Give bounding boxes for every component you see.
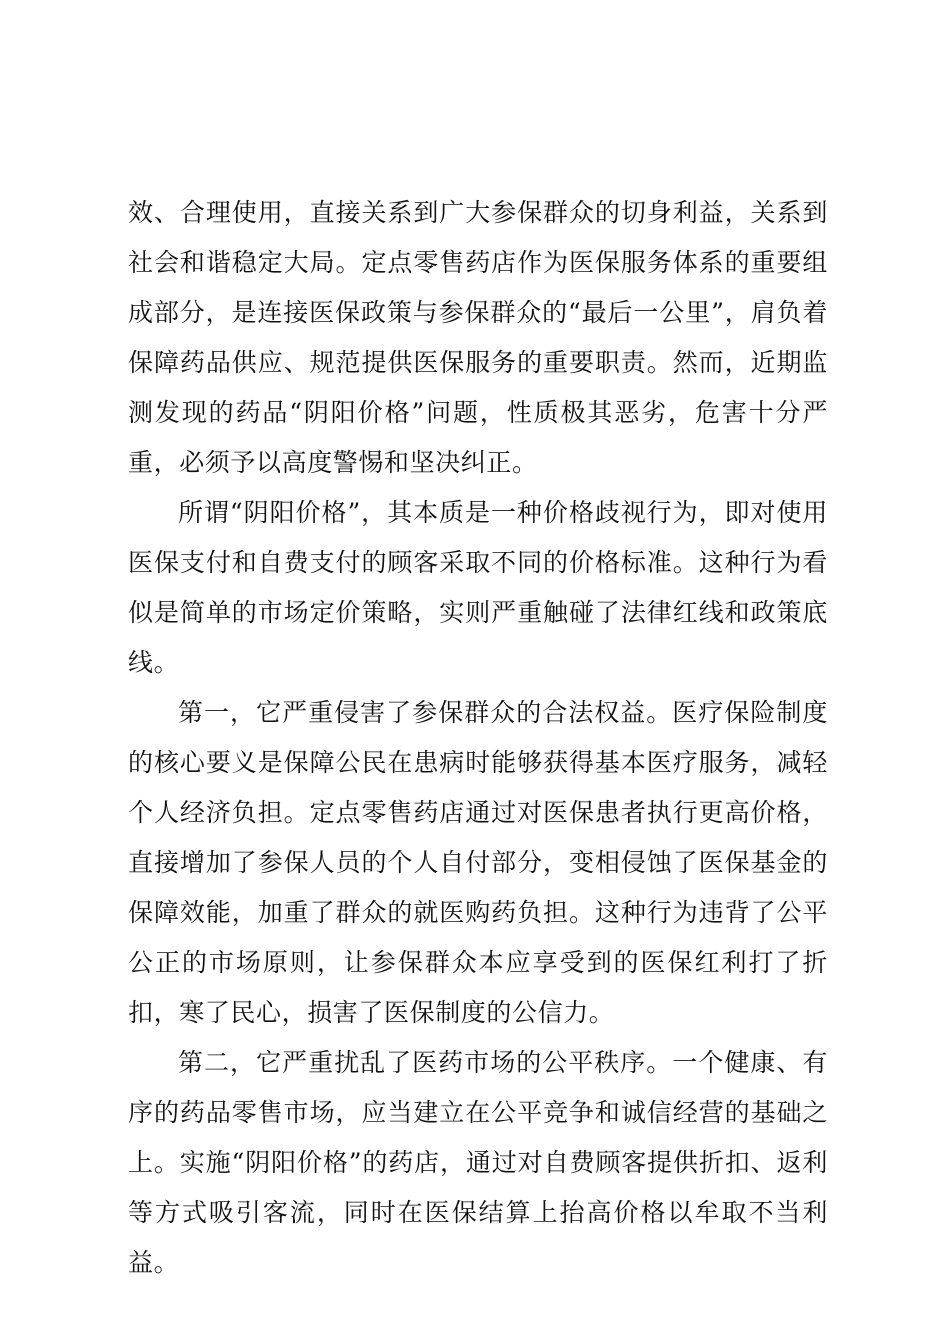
document-body (128, 188, 828, 1288)
paragraph-point-one: 第一，它严重侵害了参保群众的合法权益。医疗保险制度的核心要义是保障公民在患病时能够获得基本医疗服务，减轻个人经济负担。定点零售药店通过对医保患者执行更高价格，直接增加了参保人员的个人自付部分，变相侵蚀了医保基金的保障效能，加重了群众的就医购药负担。这种行为违背了公平公正的市场原则，让参保群众本应享受到的医保红利打了折扣，寒了民心，损害了医保制度的公信力。 (128, 698, 828, 1027)
paragraph-definition: 所谓“阴阳价格”，其本质是一种价格歧视行为，即对使用医保支付和自费支付的顾客采取不同的价格标准。这种行为看似是简单的市场定价策略，实则严重触碰了法律红线和政策底线。 (128, 498, 828, 677)
paragraph-continuation: 效、合理使用，直接关系到广大参保群众的切身利益，关系到社会和谐稳定大局。定点零售药店作为医保服务体系的重要组成部分，是连接医保政策与参保群众的“最后一公里”，肩负着保障药品供应、规范提供医保服务的重要职责。然而，近期监测发现的药品“阴阳价格”问题，性质极其恶劣，危害十分严重，必须予以高度警惕和坚决纠正。 (128, 198, 828, 477)
paragraph-point-two: 第二，它严重扰乱了医药市场的公平秩序。一个健康、有序的药品零售市场，应当建立在公平竞争和诚信经营的基础之上。实施“阴阳价格”的药店，通过对自费顾客提供折扣、返利等方式吸引客流，同时在医保结算上抬高价格以牟取不当利益。 (128, 1048, 828, 1277)
